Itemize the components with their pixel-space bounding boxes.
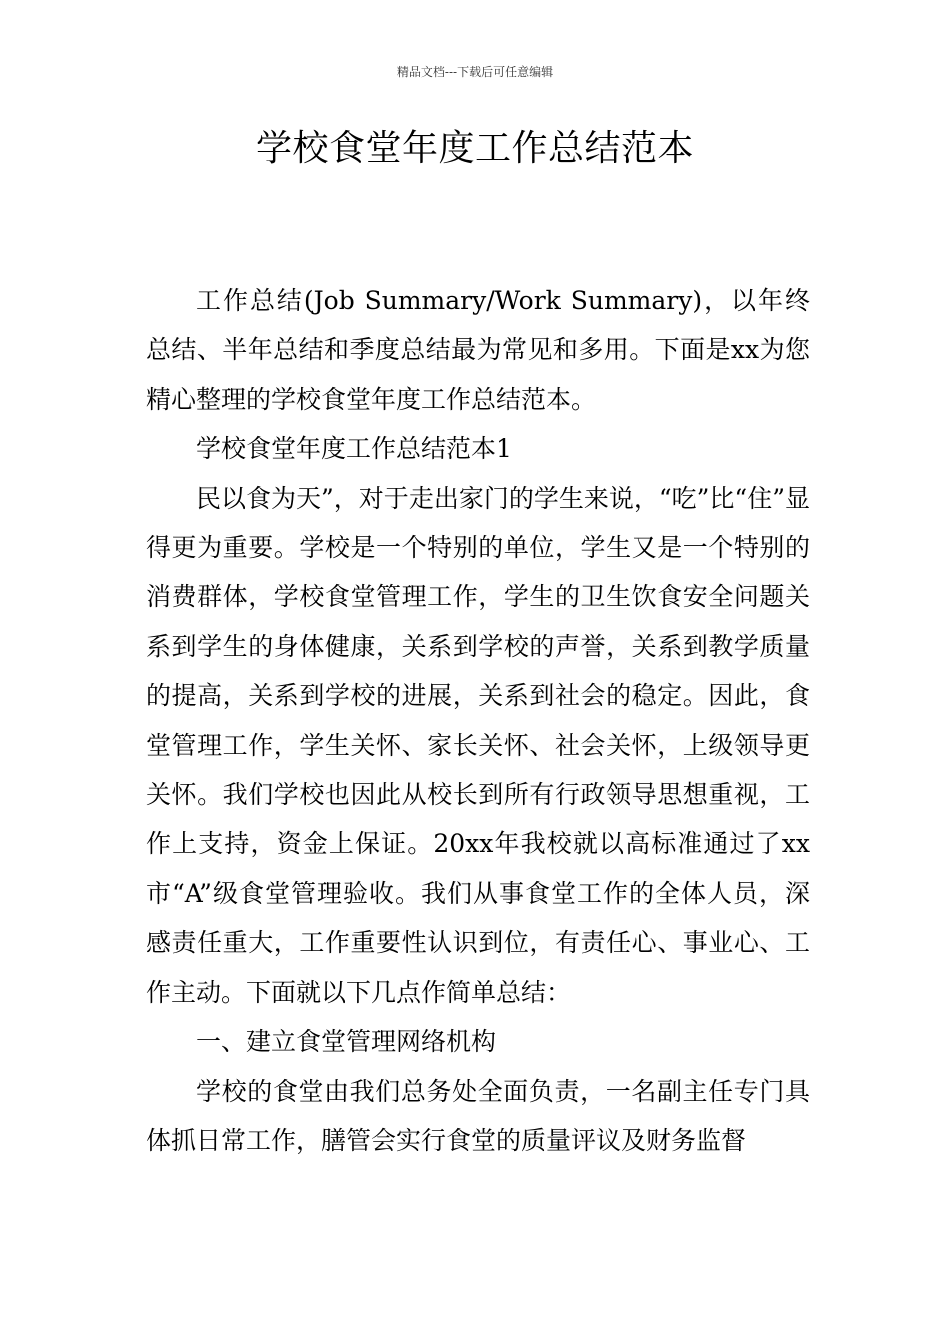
- paragraph-intro: 工作总结(Job Summary/Work Summary)，以年终总结、半年总结和季度总结最为常见和多用。下面是xx为您精心整理的学校食堂年度工作总结范本。: [146, 286, 810, 414]
- paragraph-management: 学校的食堂由我们总务处全面负责，一名副主任专门具体抓日常工作，膳管会实行食堂的质量评议及财务监督: [146, 1076, 810, 1155]
- document-body: [146, 276, 810, 1165]
- section-heading-1: 学校食堂年度工作总结范本1: [196, 434, 512, 464]
- subheading-1: 一、建立食堂管理网络机构: [196, 1027, 497, 1057]
- document-title: 学校食堂年度工作总结范本: [255, 128, 694, 169]
- header-note: 精品文档---下载后可任意编辑: [396, 65, 554, 79]
- paragraph-main: 民以食为天”，对于走出家门的学生来说，“吃”比“住”显得更为重要。学校是一个特别的单位，学生又是一个特别的消费群体，学校食堂管理工作，学生的卫生饮食安全问题关系到学生的身体健康，关系到学校的声誉，关系到教学质量的提高，关系到学校的进展，关系到社会的稳定。因此，食堂管理工作，学生关怀、家长关怀、社会关怀，上级领导更关怀。我们学校也因此从校长到所有行政领导思想重视，工作上支持，资金上保证。20xx年我校就以高标准通过了xx市“A”级食堂管理验收。我们从事食堂工作的全体人员，深感责任重大，工作重要性认识到位，有责任心、事业心、工作主动。下面就以下几点作简单总结：: [146, 483, 810, 1007]
